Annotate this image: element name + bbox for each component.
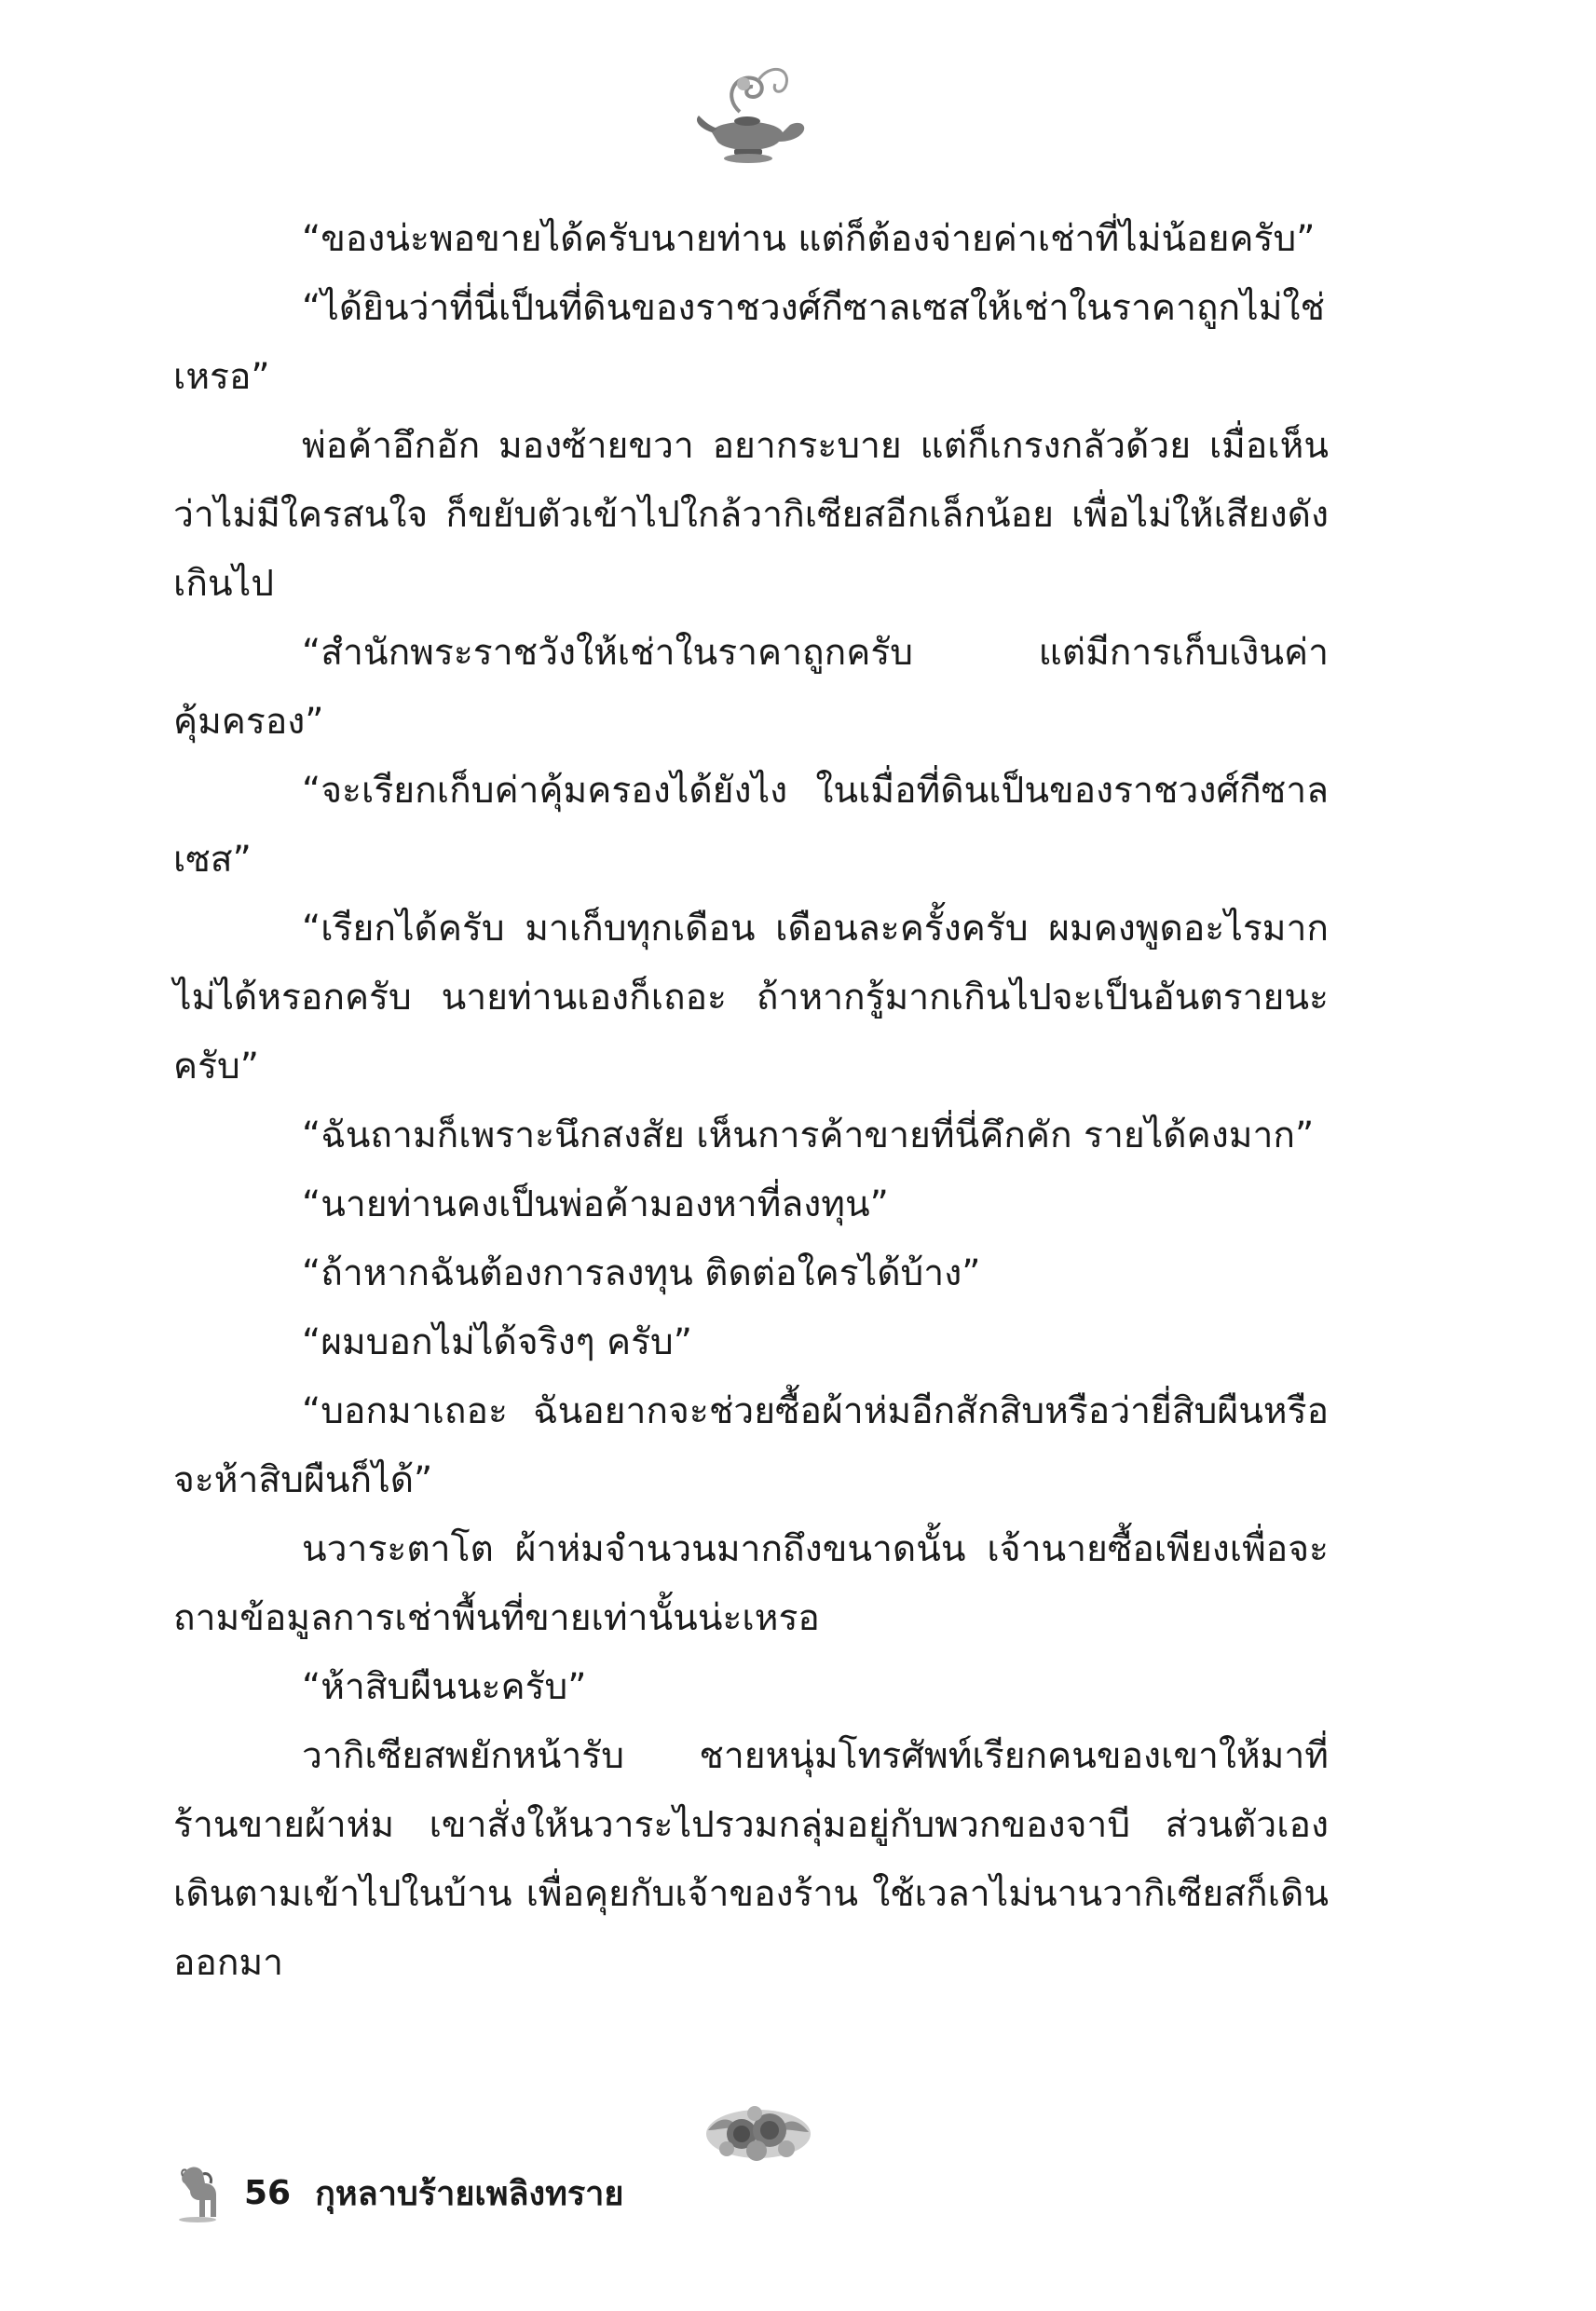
rose-bouquet-icon <box>701 2097 816 2169</box>
paragraph-3: พ่อค้าอึกอัก มองซ้ายขวา อยากระบาย แต่ก็เกรงกลัวด้วย เมื่อเห็นว่าไม่มีใครสนใจ ก็ขยับตัวเข้าไปใกล้วากิเซียสอีกเล็กน้อย เพื่อไม่ให้เสียงดังเกินไป <box>173 425 1329 605</box>
paragraph-14: วากิเซียสพยักหน้ารับ ชายหนุ่มโทรศัพท์เรียกคนของเขาให้มาที่ร้านขายผ้าห่ม เขาสั่งให้นวาระไปรวมกลุ่มอยู่กับพวกของจาบี ส่วนตัวเองเดินตามเข้าไปในบ้าน เพื่อคุยกับเจ้าของร้าน ใช้เวลาไม่นานวากิเซียสก็เดินออกมา <box>173 1735 1329 1984</box>
paragraph-10: “ผมบอกไม่ได้จริงๆ ครับ” <box>302 1321 693 1363</box>
paragraph-8: “นายท่านคงเป็นพ่อค้ามองหาที่ลงทุน” <box>302 1183 889 1225</box>
paragraph-6: “เรียกได้ครับ มาเก็บทุกเดือน เดือนละครั้งครับ ผมคงพูดอะไรมากไม่ได้หรอกครับ นายท่านเองก็เถอะ ถ้าหากรู้มากเกินไปจะเป็นอันตรายนะครับ” <box>173 908 1329 1087</box>
page-number: 56 <box>244 2173 292 2212</box>
paragraph-9: “ถ้าหากฉันต้องการลงทุน ติดต่อใครได้บ้าง” <box>302 1252 981 1294</box>
paragraph-11: “บอกมาเถอะ ฉันอยากจะช่วยซื้อผ้าห่มอีกสักสิบหรือว่ายี่สิบผืนหรือจะห้าสิบผืนก็ได้” <box>173 1390 1329 1501</box>
paragraph-4: “สำนักพระราชวังให้เช่าในราคาถูกครับ แต่มีการเก็บเงินค่าคุ้มครอง” <box>173 632 1329 743</box>
page-footer <box>173 2160 623 2225</box>
book-title: กุหลาบร้ายเพลิงทราย <box>315 2174 624 2213</box>
paragraph-13: “ห้าสิบผืนนะครับ” <box>302 1666 587 1708</box>
paragraph-2: “ได้ยินว่าที่นี่เป็นที่ดินของราชวงศ์กีซาลเซสให้เช่าในราคาถูกไม่ใช่เหรอ” <box>173 287 1325 398</box>
paragraph-12: นวาระตาโต ผ้าห่มจำนวนมากถึงขนาดนั้น เจ้านายซื้อเพียงเพื่อจะถามข้อมูลการเช่าพื้นที่ขายเท่านั้นน่ะเหรอ <box>173 1528 1329 1639</box>
paragraph-5: “จะเรียกเก็บค่าคุ้มครองได้ยังไง ในเมื่อที่ดินเป็นของราชวงศ์กีซาลเซส” <box>173 770 1329 881</box>
paragraph-7: “ฉันถามก็เพราะนึกสงสัย เห็นการค้าขายที่นี่คึกคัก รายได้คงมาก” <box>302 1114 1315 1156</box>
genie-lamp-icon <box>686 56 816 168</box>
paragraph-1: “ของน่ะพอขายได้ครับนายท่าน แต่ก็ต้องจ่ายค่าเช่าที่ไม่น้อยครับ” <box>302 218 1316 260</box>
body-text <box>173 205 1329 1998</box>
horse-icon <box>173 2163 222 2222</box>
